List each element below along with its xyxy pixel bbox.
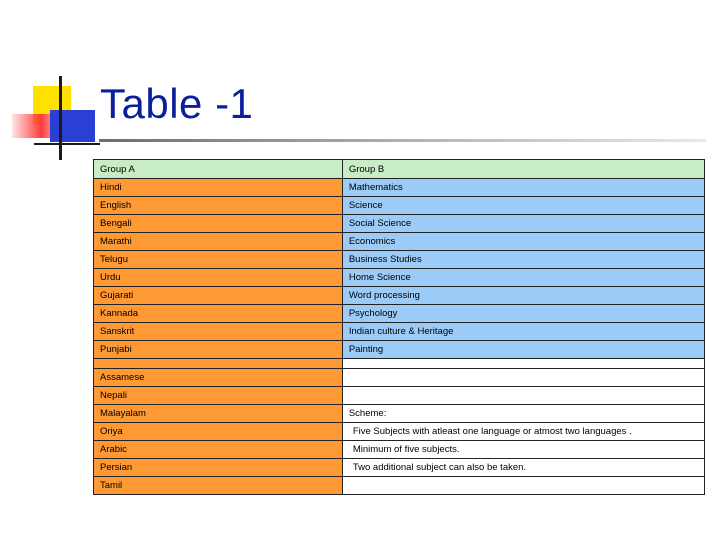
table-row: [94, 197, 705, 215]
group-a-cell: Hindi: [94, 179, 343, 197]
group-b-cell: [342, 369, 704, 387]
group-b-cell: Indian culture & Heritage: [342, 323, 704, 341]
group-b-cell: Social Science: [342, 215, 704, 233]
table-row: [94, 387, 705, 405]
group-a-cell: Marathi: [94, 233, 343, 251]
group-a-cell: Urdu: [94, 269, 343, 287]
scheme-rule: Minimum of five subjects.: [342, 441, 704, 459]
scheme-rule: Five Subjects with atleast one language or atmost two languages .: [342, 423, 704, 441]
group-a-spacer: [94, 359, 343, 369]
group-b-cell: Home Science: [342, 269, 704, 287]
subjects-table: [93, 159, 705, 495]
group-b-cell: [342, 477, 704, 495]
table-spacer-row: [94, 359, 705, 369]
group-b-cell: Painting: [342, 341, 704, 359]
table-row: [94, 369, 705, 387]
group-a-cell: Arabic: [94, 441, 343, 459]
group-a-cell: Malayalam: [94, 405, 343, 423]
header-group-b: Group B: [342, 160, 704, 179]
table-row: [94, 423, 705, 441]
group-a-cell: Assamese: [94, 369, 343, 387]
group-a-cell: Telugu: [94, 251, 343, 269]
table-row: [94, 477, 705, 495]
header-group-a: Group A: [94, 160, 343, 179]
table-header-row: [94, 160, 705, 179]
group-a-cell: English: [94, 197, 343, 215]
decor-horizontal-line: [34, 143, 100, 145]
group-b-spacer: [342, 359, 704, 369]
table-row: [94, 179, 705, 197]
title-underline: [99, 139, 706, 142]
group-a-cell: Gujarati: [94, 287, 343, 305]
group-a-cell: Sanskrit: [94, 323, 343, 341]
scheme-rule: Two additional subject can also be taken.: [342, 459, 704, 477]
table-row: [94, 459, 705, 477]
group-b-cell: Word processing: [342, 287, 704, 305]
group-b-cell: Business Studies: [342, 251, 704, 269]
scheme-label: Scheme:: [342, 405, 704, 423]
decor-vertical-line: [59, 76, 62, 160]
table-row: [94, 215, 705, 233]
decor-red-bar: [12, 114, 54, 138]
group-a-cell: Nepali: [94, 387, 343, 405]
table-row: [94, 305, 705, 323]
group-a-cell: Persian: [94, 459, 343, 477]
group-b-cell: Economics: [342, 233, 704, 251]
group-b-cell: Science: [342, 197, 704, 215]
table-row: [94, 323, 705, 341]
group-a-cell: Tamil: [94, 477, 343, 495]
group-b-cell: Mathematics: [342, 179, 704, 197]
table-row: [94, 341, 705, 359]
group-a-cell: Kannada: [94, 305, 343, 323]
table-row: [94, 441, 705, 459]
table-row: [94, 405, 705, 423]
table-row: [94, 233, 705, 251]
slide-title: Table -1: [100, 80, 254, 127]
table-row: [94, 287, 705, 305]
group-b-cell: [342, 387, 704, 405]
table-row: [94, 251, 705, 269]
table-row: [94, 269, 705, 287]
group-a-cell: Oriya: [94, 423, 343, 441]
group-b-cell: Psychology: [342, 305, 704, 323]
decor-blue-square: [50, 110, 95, 142]
group-a-cell: Bengali: [94, 215, 343, 233]
group-a-cell: Punjabi: [94, 341, 343, 359]
